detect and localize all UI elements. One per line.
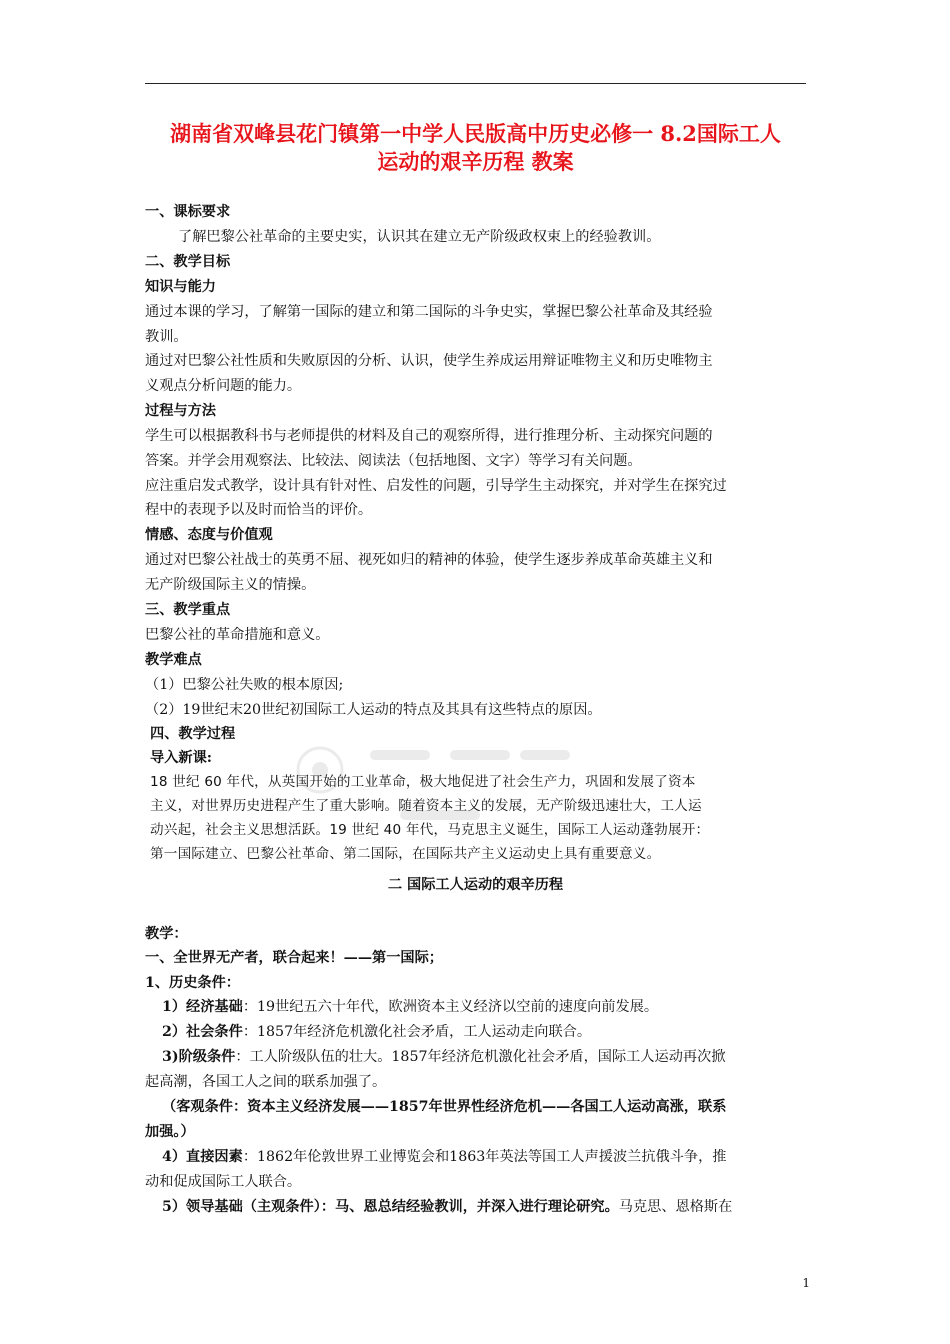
page-number: 1 bbox=[802, 1276, 810, 1290]
item-text: 马克思、恩格斯在 bbox=[618, 1199, 733, 1215]
paragraph-line: 程中的表现予以及时而恰当的评价。 bbox=[145, 502, 373, 518]
item-label: 1）经济基础 bbox=[162, 999, 243, 1015]
item-text: ：19世纪五六十年代，欧洲资本主义经济以空前的速度向前发展。 bbox=[242, 999, 659, 1015]
paragraph-line: 学生可以根据教科书与老师提供的材料及自己的观察所得，进行推理分析、主动探究问题的 bbox=[145, 428, 713, 444]
list-item bbox=[162, 1195, 827, 1220]
subsection-heading: 情感、态度与价值观 bbox=[145, 527, 273, 543]
item-label: 5）领导基础（主观条件）：马、恩总结经验教训，并深入进行理论研究。 bbox=[162, 1199, 619, 1215]
paragraph-line: 通过本课的学习，了解第一国际的建立和第二国际的斗争史实，掌握巴黎公社革命及其经验 bbox=[145, 304, 713, 320]
list-item bbox=[162, 1045, 827, 1070]
list-item bbox=[162, 995, 827, 1020]
intro-paragraph-line: 主义，对世界历史进程产生了重大影响。随着资本主义的发展，无产阶级迅速壮大，工人运 bbox=[150, 798, 702, 814]
item-label: 3)阶级条件 bbox=[162, 1049, 236, 1065]
intro-paragraph-line: 动兴起，社会主义思想活跃。19 世纪 40 年代，马克思主义诞生，国际工人运动蓬勃展开： bbox=[150, 822, 710, 838]
intro-paragraph-line: 18 世纪 60 年代，从英国开始的工业革命，极大地促进了社会生产力，巩固和发展了资本 bbox=[150, 774, 696, 790]
lesson-heading: 二 国际工人运动的艰辛历程 bbox=[387, 877, 564, 893]
paragraph-line: 无产阶级国际主义的情操。 bbox=[145, 577, 316, 593]
document-title-line-1: 湖南省双峰县花门镇第一中学人民版高中历史必修一 8.2国际工人 bbox=[170, 121, 781, 146]
subsection-heading: 教学难点 bbox=[145, 652, 202, 668]
header-rule bbox=[145, 83, 806, 84]
summary-line: （客观条件：资本主义经济发展——1857年世界性经济危机——各国工人运动高涨，联系 bbox=[162, 1099, 727, 1115]
subsection-heading: 知识与能力 bbox=[145, 279, 216, 295]
section-heading: 二、教学目标 bbox=[145, 254, 231, 270]
paragraph-line: 应注重启发式教学，设计具有针对性、启发性的问题，引导学生主动探究，并对学生在探究过 bbox=[145, 478, 727, 494]
paragraph-line: 巴黎公社的革命措施和意义。 bbox=[145, 627, 330, 643]
subsection-heading: 过程与方法 bbox=[145, 403, 216, 419]
list-item bbox=[162, 1020, 827, 1045]
subsection-heading: 1、历史条件： bbox=[145, 975, 240, 991]
paragraph-line: 起高潮，各国工人之间的联系加强了。 bbox=[145, 1074, 387, 1090]
item-text: ：1857年经济危机激化社会矛盾，工人运动走向联合。 bbox=[242, 1024, 592, 1040]
list-item: （1）巴黎公社失败的根本原因; bbox=[145, 677, 344, 693]
section-heading: 一、全世界无产者，联合起来！——第一国际； bbox=[145, 950, 443, 966]
summary-line: 加强。） bbox=[145, 1124, 195, 1140]
document-title-line-2: 运动的艰辛历程 教案 bbox=[377, 149, 574, 174]
paragraph-line: 教训。 bbox=[145, 329, 188, 345]
paragraph-line: 义观点分析问题的能力。 bbox=[145, 378, 302, 394]
paragraph-line: 通过对巴黎公社战士的英勇不屈、视死如归的精神的体验，使学生逐步养成革命英雄主义和 bbox=[145, 552, 713, 568]
item-label: 2）社会条件 bbox=[162, 1024, 243, 1040]
item-label: 4）直接因素 bbox=[162, 1149, 243, 1165]
list-item: （2）19世纪末20世纪初国际工人运动的特点及其具有这些特点的原因。 bbox=[145, 702, 602, 718]
section-heading: 一、课标要求 bbox=[145, 204, 231, 220]
list-item bbox=[162, 1145, 827, 1170]
subsection-heading: 教学： bbox=[145, 926, 188, 942]
intro-paragraph-line: 第一国际建立、巴黎公社革命、第二国际，在国际共产主义运动史上具有重要意义。 bbox=[150, 846, 661, 862]
section-heading: 四、教学过程 bbox=[150, 726, 236, 742]
subsection-heading: 导入新课: bbox=[150, 750, 212, 766]
section-heading: 三、教学重点 bbox=[145, 602, 231, 618]
paragraph-line: 了解巴黎公社革命的主要史实，认识其在建立无产阶级政权束上的经验教训。 bbox=[178, 229, 661, 245]
item-text: ：1862年伦敦世界工业博览会和1863年英法等国工人声援波兰抗俄斗争，推 bbox=[242, 1149, 727, 1165]
paragraph-line: 答案。并学会用观察法、比较法、阅读法（包括地图、文字）等学习有关问题。 bbox=[145, 453, 642, 469]
paragraph-line: 通过对巴黎公社性质和失败原因的分析、认识，使学生养成运用辩证唯物主义和历史唯物主 bbox=[145, 353, 713, 369]
paragraph-line: 动和促成国际工人联合。 bbox=[145, 1174, 302, 1190]
item-text: ：工人阶级队伍的壮大。1857年经济危机激化社会矛盾，国际工人运动再次掀 bbox=[235, 1049, 726, 1065]
